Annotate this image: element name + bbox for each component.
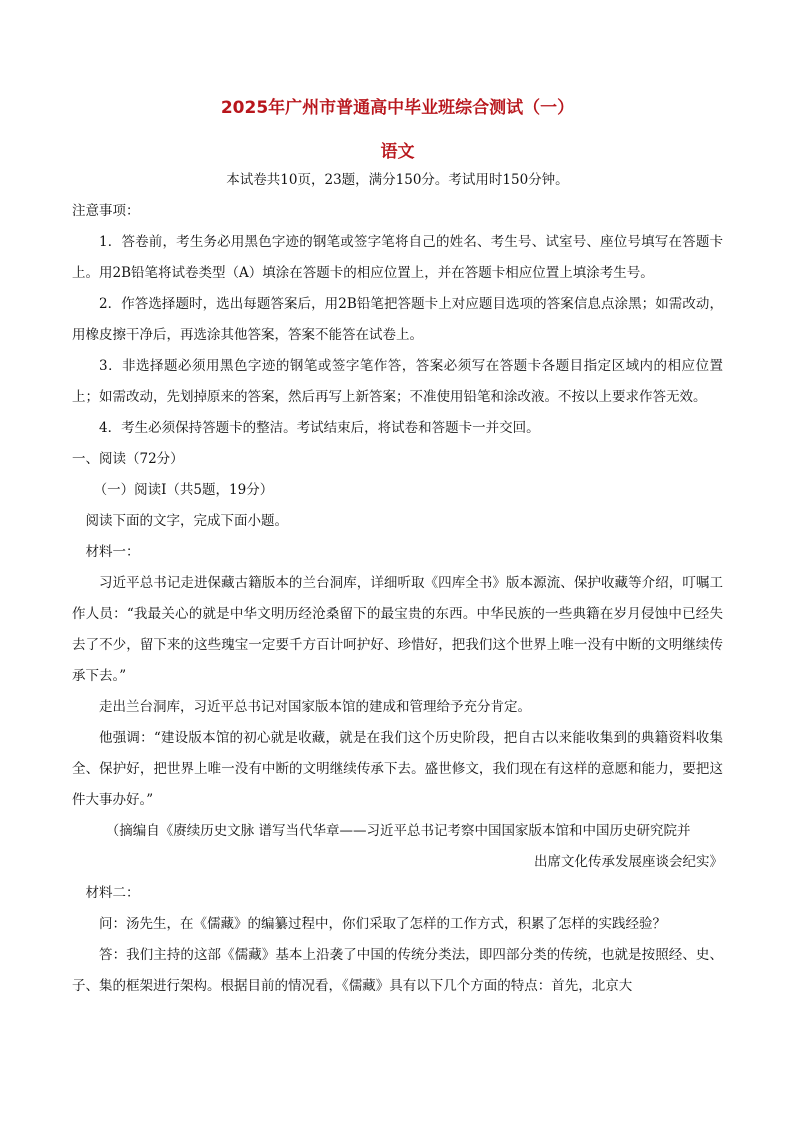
section-instruction: 阅读下面的文字，完成下面小题。: [85, 513, 288, 529]
material1-paragraph-2: 走出兰台洞库，习近平总书记对国家版本馆的建成和管理给予充分肯定。: [99, 699, 531, 715]
section-subheading: （一）阅读Ⅰ（共5题，19分）: [93, 482, 274, 498]
material1-paragraph-3: 他强调：“建设版本馆的初心就是收藏，就是在我们这个历史阶段，把自古以来能收集到的典籍资料收集全、保护好，把世界上唯一没有中断的文明继续传承下去。盛世修文，我们现在有这样的意愿和能力，要把这件大事办好。”: [72, 730, 723, 808]
note-item-2: 2．作答选择题时，选出每题答案后，用2B铅笔把答题卡上对应题目选项的答案信息点涂黑；如需改动，用橡皮擦干净后，再选涂其他答案，答案不能答在试卷上。: [72, 296, 723, 343]
note-item-3: 3．非选择题必须用黑色字迹的钢笔或签字笔作答，答案必须写在答题卡各题目指定区域内的相应位置上；如需改动，先划掉原来的答案，然后再写上新答案；不准使用铅笔和涂改液。不按以上要求作答无效。: [72, 358, 723, 405]
material1-paragraph-1: 习近平总书记走进保藏古籍版本的兰台洞库，详细听取《四库全书》版本源流、保护收藏等介绍，叮嘱工作人员：“我最关心的就是中华文明历经沧桑留下的最宝贵的东西。中华民族的一些典籍在岁月侵蚀中已经失去了不少，留下来的这些瑰宝一定要千方百计呵护好、珍惜好，把我们这个世界上唯一没有中断的文明继续传承下去。”: [72, 575, 723, 684]
notes-heading: 注意事项：: [72, 203, 140, 219]
material1-label: 材料一：: [85, 544, 140, 560]
section-heading: 一、阅读（72分）: [72, 451, 184, 467]
page-content: [72, 94, 723, 1002]
material2-answer: 答：我们主持的这部《儒藏》基本上沿袭了中国的传统分类法，即四部分类的传统，也就是按照经、史、子、集的框架进行架构。根据目前的情况看，《儒藏》具有以下几个方面的特点：首先，北京大: [72, 947, 723, 994]
material2-question: 问：汤先生，在《儒藏》的编纂过程中，你们采取了怎样的工作方式，积累了怎样的实践经验？: [99, 916, 666, 932]
exam-title: 2025年广州市普通高中毕业班综合测试（一）: [220, 98, 575, 118]
note-item-1: 1．答卷前，考生务必用黑色字迹的钢笔或签字笔将自己的姓名、考生号、试室号、座位号填写在答题卡上。用2B铅笔将试卷类型（A）填涂在答题卡的相应位置上，并在答题卡相应位置上填涂考生号。: [72, 234, 723, 281]
material1-source-line-1: （摘编自《赓续历史文脉 谱写当代华章——习近平总书记考察中国国家版本馆和中国历史研究院并: [105, 823, 691, 839]
note-item-4: 4．考生必须保持答题卡的整洁。考试结束后，将试卷和答题卡一并交回。: [99, 420, 540, 436]
subject-title: 语文: [380, 142, 415, 162]
material2-label: 材料二：: [85, 885, 140, 901]
material1-source-line-2: 出席文化传承发展座谈会纪实》: [534, 854, 723, 870]
exam-info: 本试卷共10页，23题，满分150分。考试用时150分钟。: [226, 172, 569, 188]
